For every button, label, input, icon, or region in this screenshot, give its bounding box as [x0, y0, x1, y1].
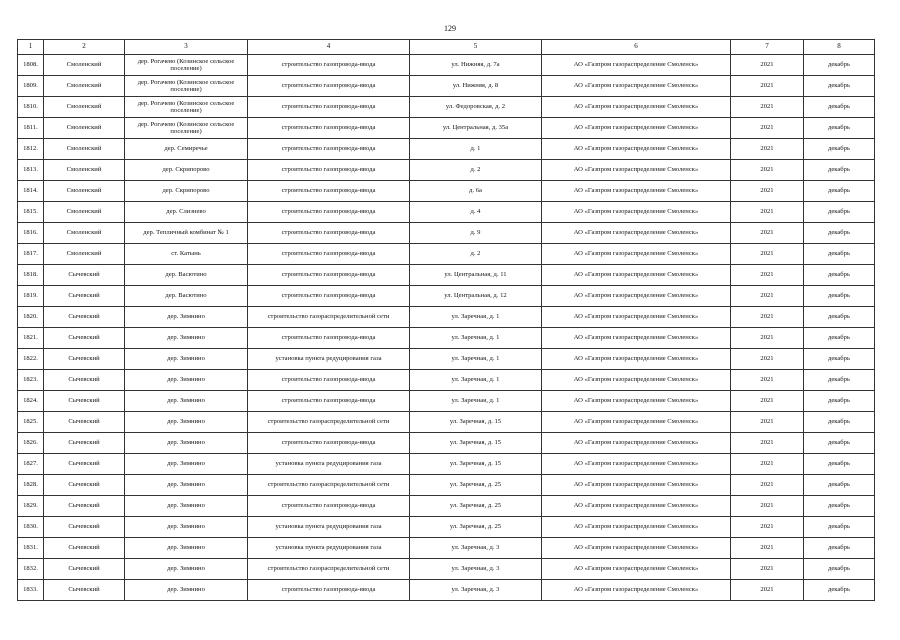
district-cell: Смоленский: [44, 76, 125, 97]
month-cell: декабрь: [804, 580, 875, 601]
district-cell: Сычевский: [44, 517, 125, 538]
table-row: [18, 559, 875, 580]
address-cell: ул. Заречная, д. 1: [410, 391, 542, 412]
district-cell: Сычевский: [44, 454, 125, 475]
settlement-cell: дер. Васютино: [125, 265, 248, 286]
column-header: 6: [542, 40, 731, 55]
year-cell: 2021: [731, 139, 804, 160]
address-cell: ул. Заречная, д. 25: [410, 496, 542, 517]
work-type-cell: строительство газопровода-ввода: [248, 118, 410, 139]
address-cell: ул. Заречная, д. 15: [410, 433, 542, 454]
row-number-cell: 1816.: [18, 223, 44, 244]
table-row: [18, 244, 875, 265]
month-cell: декабрь: [804, 307, 875, 328]
table-row: [18, 580, 875, 601]
row-number-cell: 1811.: [18, 118, 44, 139]
address-cell: ул. Заречная, д. 25: [410, 475, 542, 496]
year-cell: 2021: [731, 307, 804, 328]
row-number-cell: 1821.: [18, 328, 44, 349]
table-row: [18, 265, 875, 286]
gas-works-table: [17, 39, 875, 601]
address-cell: д. 6а: [410, 181, 542, 202]
table-row: [18, 454, 875, 475]
month-cell: декабрь: [804, 391, 875, 412]
year-cell: 2021: [731, 286, 804, 307]
row-number-cell: 1813.: [18, 160, 44, 181]
table-row: [18, 496, 875, 517]
row-number-cell: 1830.: [18, 517, 44, 538]
work-type-cell: установка пункта редуцирования газа: [248, 349, 410, 370]
address-cell: ул. Заречная, д. 15: [410, 454, 542, 475]
address-cell: ул. Заречная, д. 1: [410, 349, 542, 370]
settlement-cell: дер. Зимнино: [125, 559, 248, 580]
settlement-cell: дер. Васютино: [125, 286, 248, 307]
table-row: [18, 349, 875, 370]
table-row: [18, 55, 875, 76]
month-cell: декабрь: [804, 538, 875, 559]
work-type-cell: строительство газопровода-ввода: [248, 55, 410, 76]
table-row: [18, 412, 875, 433]
address-cell: ул. Нижняя, д. 7а: [410, 55, 542, 76]
address-cell: ул. Заречная, д. 3: [410, 538, 542, 559]
settlement-cell: дер. Зимнино: [125, 580, 248, 601]
year-cell: 2021: [731, 202, 804, 223]
month-cell: декабрь: [804, 202, 875, 223]
year-cell: 2021: [731, 349, 804, 370]
contractor-cell: АО «Газпром газораспределение Смоленск»: [542, 202, 731, 223]
district-cell: Смоленский: [44, 139, 125, 160]
work-type-cell: строительство газораспределительной сети: [248, 307, 410, 328]
contractor-cell: АО «Газпром газораспределение Смоленск»: [542, 139, 731, 160]
year-cell: 2021: [731, 370, 804, 391]
settlement-cell: дер. Скрипорово: [125, 160, 248, 181]
contractor-cell: АО «Газпром газораспределение Смоленск»: [542, 307, 731, 328]
settlement-cell: дер. Рогачево (Козинское сельское поселение): [125, 97, 248, 118]
contractor-cell: АО «Газпром газораспределение Смоленск»: [542, 265, 731, 286]
row-number-cell: 1812.: [18, 139, 44, 160]
district-cell: Сычевский: [44, 286, 125, 307]
month-cell: декабрь: [804, 55, 875, 76]
contractor-cell: АО «Газпром газораспределение Смоленск»: [542, 454, 731, 475]
district-cell: Сычевский: [44, 538, 125, 559]
work-type-cell: строительство газопровода-ввода: [248, 433, 410, 454]
row-number-cell: 1829.: [18, 496, 44, 517]
work-type-cell: строительство газопровода-ввода: [248, 97, 410, 118]
table-row: [18, 160, 875, 181]
contractor-cell: АО «Газпром газораспределение Смоленск»: [542, 160, 731, 181]
contractor-cell: АО «Газпром газораспределение Смоленск»: [542, 97, 731, 118]
month-cell: декабрь: [804, 328, 875, 349]
year-cell: 2021: [731, 580, 804, 601]
month-cell: декабрь: [804, 76, 875, 97]
contractor-cell: АО «Газпром газораспределение Смоленск»: [542, 328, 731, 349]
address-cell: ул. Заречная, д. 25: [410, 517, 542, 538]
settlement-cell: дер. Зимнино: [125, 328, 248, 349]
contractor-cell: АО «Газпром газораспределение Смоленск»: [542, 391, 731, 412]
table-row: [18, 118, 875, 139]
district-cell: Сычевский: [44, 328, 125, 349]
address-cell: ул. Заречная, д. 1: [410, 328, 542, 349]
district-cell: Смоленский: [44, 181, 125, 202]
work-type-cell: строительство газопровода-ввода: [248, 223, 410, 244]
year-cell: 2021: [731, 475, 804, 496]
settlement-cell: дер. Зимнино: [125, 307, 248, 328]
table-row: [18, 370, 875, 391]
settlement-cell: дер. Рогачево (Козинское сельское поселение): [125, 76, 248, 97]
column-header: 1: [18, 40, 44, 55]
work-type-cell: строительство газопровода-ввода: [248, 181, 410, 202]
row-number-cell: 1832.: [18, 559, 44, 580]
month-cell: декабрь: [804, 118, 875, 139]
work-type-cell: установка пункта редуцирования газа: [248, 538, 410, 559]
column-header: 2: [44, 40, 125, 55]
address-cell: ул. Заречная, д. 1: [410, 370, 542, 391]
row-number-cell: 1824.: [18, 391, 44, 412]
year-cell: 2021: [731, 97, 804, 118]
row-number-cell: 1822.: [18, 349, 44, 370]
work-type-cell: строительство газопровода-ввода: [248, 265, 410, 286]
month-cell: декабрь: [804, 139, 875, 160]
year-cell: 2021: [731, 559, 804, 580]
contractor-cell: АО «Газпром газораспределение Смоленск»: [542, 244, 731, 265]
row-number-cell: 1827.: [18, 454, 44, 475]
table-row: [18, 538, 875, 559]
row-number-cell: 1831.: [18, 538, 44, 559]
month-cell: декабрь: [804, 454, 875, 475]
contractor-cell: АО «Газпром газораспределение Смоленск»: [542, 496, 731, 517]
work-type-cell: строительство газопровода-ввода: [248, 139, 410, 160]
row-number-cell: 1818.: [18, 265, 44, 286]
settlement-cell: дер. Зимнино: [125, 496, 248, 517]
month-cell: декабрь: [804, 160, 875, 181]
year-cell: 2021: [731, 265, 804, 286]
header-row: [18, 40, 875, 55]
contractor-cell: АО «Газпром газораспределение Смоленск»: [542, 55, 731, 76]
table-row: [18, 286, 875, 307]
row-number-cell: 1817.: [18, 244, 44, 265]
month-cell: декабрь: [804, 349, 875, 370]
address-cell: ул. Центральная, д. 12: [410, 286, 542, 307]
year-cell: 2021: [731, 412, 804, 433]
district-cell: Сычевский: [44, 307, 125, 328]
year-cell: 2021: [731, 538, 804, 559]
address-cell: ул. Заречная, д. 1: [410, 307, 542, 328]
year-cell: 2021: [731, 118, 804, 139]
row-number-cell: 1833.: [18, 580, 44, 601]
contractor-cell: АО «Газпром газораспределение Смоленск»: [542, 412, 731, 433]
table-body: [18, 55, 875, 601]
contractor-cell: АО «Газпром газораспределение Смоленск»: [542, 433, 731, 454]
district-cell: Смоленский: [44, 55, 125, 76]
month-cell: декабрь: [804, 496, 875, 517]
address-cell: ул. Центральная, д. 35а: [410, 118, 542, 139]
settlement-cell: дер. Семиречье: [125, 139, 248, 160]
row-number-cell: 1825.: [18, 412, 44, 433]
table-row: [18, 202, 875, 223]
work-type-cell: строительство газораспределительной сети: [248, 559, 410, 580]
column-header: 7: [731, 40, 804, 55]
page-number: 129: [444, 24, 456, 33]
month-cell: декабрь: [804, 475, 875, 496]
work-type-cell: строительство газопровода-ввода: [248, 244, 410, 265]
district-cell: Смоленский: [44, 97, 125, 118]
row-number-cell: 1810.: [18, 97, 44, 118]
table-row: [18, 328, 875, 349]
work-type-cell: строительство газораспределительной сети: [248, 412, 410, 433]
settlement-cell: дер. Скрипорово: [125, 181, 248, 202]
settlement-cell: дер. Зимнино: [125, 349, 248, 370]
year-cell: 2021: [731, 55, 804, 76]
work-type-cell: строительство газопровода-ввода: [248, 391, 410, 412]
work-type-cell: строительство газопровода-ввода: [248, 328, 410, 349]
month-cell: декабрь: [804, 433, 875, 454]
contractor-cell: АО «Газпром газораспределение Смоленск»: [542, 370, 731, 391]
contractor-cell: АО «Газпром газораспределение Смоленск»: [542, 286, 731, 307]
contractor-cell: АО «Газпром газораспределение Смоленск»: [542, 559, 731, 580]
year-cell: 2021: [731, 517, 804, 538]
settlement-cell: дер. Рогачево (Козинское сельское поселение): [125, 55, 248, 76]
settlement-cell: дер. Зимнино: [125, 538, 248, 559]
row-number-cell: 1814.: [18, 181, 44, 202]
district-cell: Сычевский: [44, 559, 125, 580]
row-number-cell: 1823.: [18, 370, 44, 391]
district-cell: Смоленский: [44, 118, 125, 139]
address-cell: д. 4: [410, 202, 542, 223]
row-number-cell: 1808.: [18, 55, 44, 76]
district-cell: Смоленский: [44, 223, 125, 244]
settlement-cell: дер. Зимнино: [125, 370, 248, 391]
district-cell: Сычевский: [44, 370, 125, 391]
work-type-cell: строительство газопровода-ввода: [248, 286, 410, 307]
settlement-cell: дер. Зимнино: [125, 433, 248, 454]
year-cell: 2021: [731, 244, 804, 265]
table-row: [18, 475, 875, 496]
month-cell: декабрь: [804, 370, 875, 391]
contractor-cell: АО «Газпром газораспределение Смоленск»: [542, 580, 731, 601]
month-cell: декабрь: [804, 559, 875, 580]
settlement-cell: дер. Зимнино: [125, 517, 248, 538]
settlement-cell: дер. Зимнино: [125, 391, 248, 412]
table-row: [18, 181, 875, 202]
row-number-cell: 1820.: [18, 307, 44, 328]
district-cell: Сычевский: [44, 580, 125, 601]
contractor-cell: АО «Газпром газораспределение Смоленск»: [542, 181, 731, 202]
year-cell: 2021: [731, 496, 804, 517]
district-cell: Смоленский: [44, 202, 125, 223]
month-cell: декабрь: [804, 97, 875, 118]
work-type-cell: строительство газопровода-ввода: [248, 76, 410, 97]
row-number-cell: 1819.: [18, 286, 44, 307]
contractor-cell: АО «Газпром газораспределение Смоленск»: [542, 517, 731, 538]
address-cell: ул. Заречная, д. 3: [410, 580, 542, 601]
month-cell: декабрь: [804, 265, 875, 286]
table-row: [18, 433, 875, 454]
row-number-cell: 1826.: [18, 433, 44, 454]
work-type-cell: строительство газопровода-ввода: [248, 580, 410, 601]
column-header: 8: [804, 40, 875, 55]
district-cell: Сычевский: [44, 496, 125, 517]
district-cell: Сычевский: [44, 433, 125, 454]
year-cell: 2021: [731, 160, 804, 181]
table-row: [18, 139, 875, 160]
district-cell: Смоленский: [44, 244, 125, 265]
year-cell: 2021: [731, 181, 804, 202]
settlement-cell: ст. Катынь: [125, 244, 248, 265]
year-cell: 2021: [731, 223, 804, 244]
work-type-cell: установка пункта редуцирования газа: [248, 517, 410, 538]
table-header: [18, 40, 875, 55]
address-cell: ул. Центральная, д. 11: [410, 265, 542, 286]
work-type-cell: строительство газопровода-ввода: [248, 160, 410, 181]
month-cell: декабрь: [804, 517, 875, 538]
month-cell: декабрь: [804, 223, 875, 244]
work-type-cell: строительство газопровода-ввода: [248, 370, 410, 391]
work-type-cell: строительство газораспределительной сети: [248, 475, 410, 496]
table-row: [18, 517, 875, 538]
year-cell: 2021: [731, 391, 804, 412]
table-row: [18, 391, 875, 412]
contractor-cell: АО «Газпром газораспределение Смоленск»: [542, 349, 731, 370]
settlement-cell: дер. Зимнино: [125, 475, 248, 496]
row-number-cell: 1809.: [18, 76, 44, 97]
month-cell: декабрь: [804, 412, 875, 433]
year-cell: 2021: [731, 76, 804, 97]
month-cell: декабрь: [804, 244, 875, 265]
district-cell: Смоленский: [44, 160, 125, 181]
district-cell: Сычевский: [44, 349, 125, 370]
address-cell: д. 9: [410, 223, 542, 244]
settlement-cell: дер. Тепличный комбинат № 1: [125, 223, 248, 244]
address-cell: ул. Нижняя, д. 8: [410, 76, 542, 97]
contractor-cell: АО «Газпром газораспределение Смоленск»: [542, 118, 731, 139]
contractor-cell: АО «Газпром газораспределение Смоленск»: [542, 223, 731, 244]
address-cell: д. 1: [410, 139, 542, 160]
contractor-cell: АО «Газпром газораспределение Смоленск»: [542, 475, 731, 496]
settlement-cell: дер. Зимнино: [125, 412, 248, 433]
table-row: [18, 223, 875, 244]
month-cell: декабрь: [804, 181, 875, 202]
district-cell: Сычевский: [44, 475, 125, 496]
address-cell: ул. Заречная, д. 15: [410, 412, 542, 433]
contractor-cell: АО «Газпром газораспределение Смоленск»: [542, 76, 731, 97]
address-cell: д. 2: [410, 160, 542, 181]
row-number-cell: 1828.: [18, 475, 44, 496]
table-row: [18, 307, 875, 328]
settlement-cell: дер. Слизнево: [125, 202, 248, 223]
settlement-cell: дер. Зимнино: [125, 454, 248, 475]
column-header: 3: [125, 40, 248, 55]
month-cell: декабрь: [804, 286, 875, 307]
district-cell: Сычевский: [44, 265, 125, 286]
contractor-cell: АО «Газпром газораспределение Смоленск»: [542, 538, 731, 559]
district-cell: Сычевский: [44, 412, 125, 433]
column-header: 5: [410, 40, 542, 55]
address-cell: ул. Федоровская, д. 2: [410, 97, 542, 118]
work-type-cell: строительство газопровода-ввода: [248, 202, 410, 223]
year-cell: 2021: [731, 454, 804, 475]
row-number-cell: 1815.: [18, 202, 44, 223]
work-type-cell: установка пункта редуцирования газа: [248, 454, 410, 475]
address-cell: ул. Заречная, д. 3: [410, 559, 542, 580]
year-cell: 2021: [731, 328, 804, 349]
table-row: [18, 76, 875, 97]
year-cell: 2021: [731, 433, 804, 454]
table-row: [18, 97, 875, 118]
address-cell: д. 2: [410, 244, 542, 265]
settlement-cell: дер. Рогачево (Козинское сельское поселение): [125, 118, 248, 139]
district-cell: Сычевский: [44, 391, 125, 412]
work-type-cell: строительство газопровода-ввода: [248, 496, 410, 517]
column-header: 4: [248, 40, 410, 55]
